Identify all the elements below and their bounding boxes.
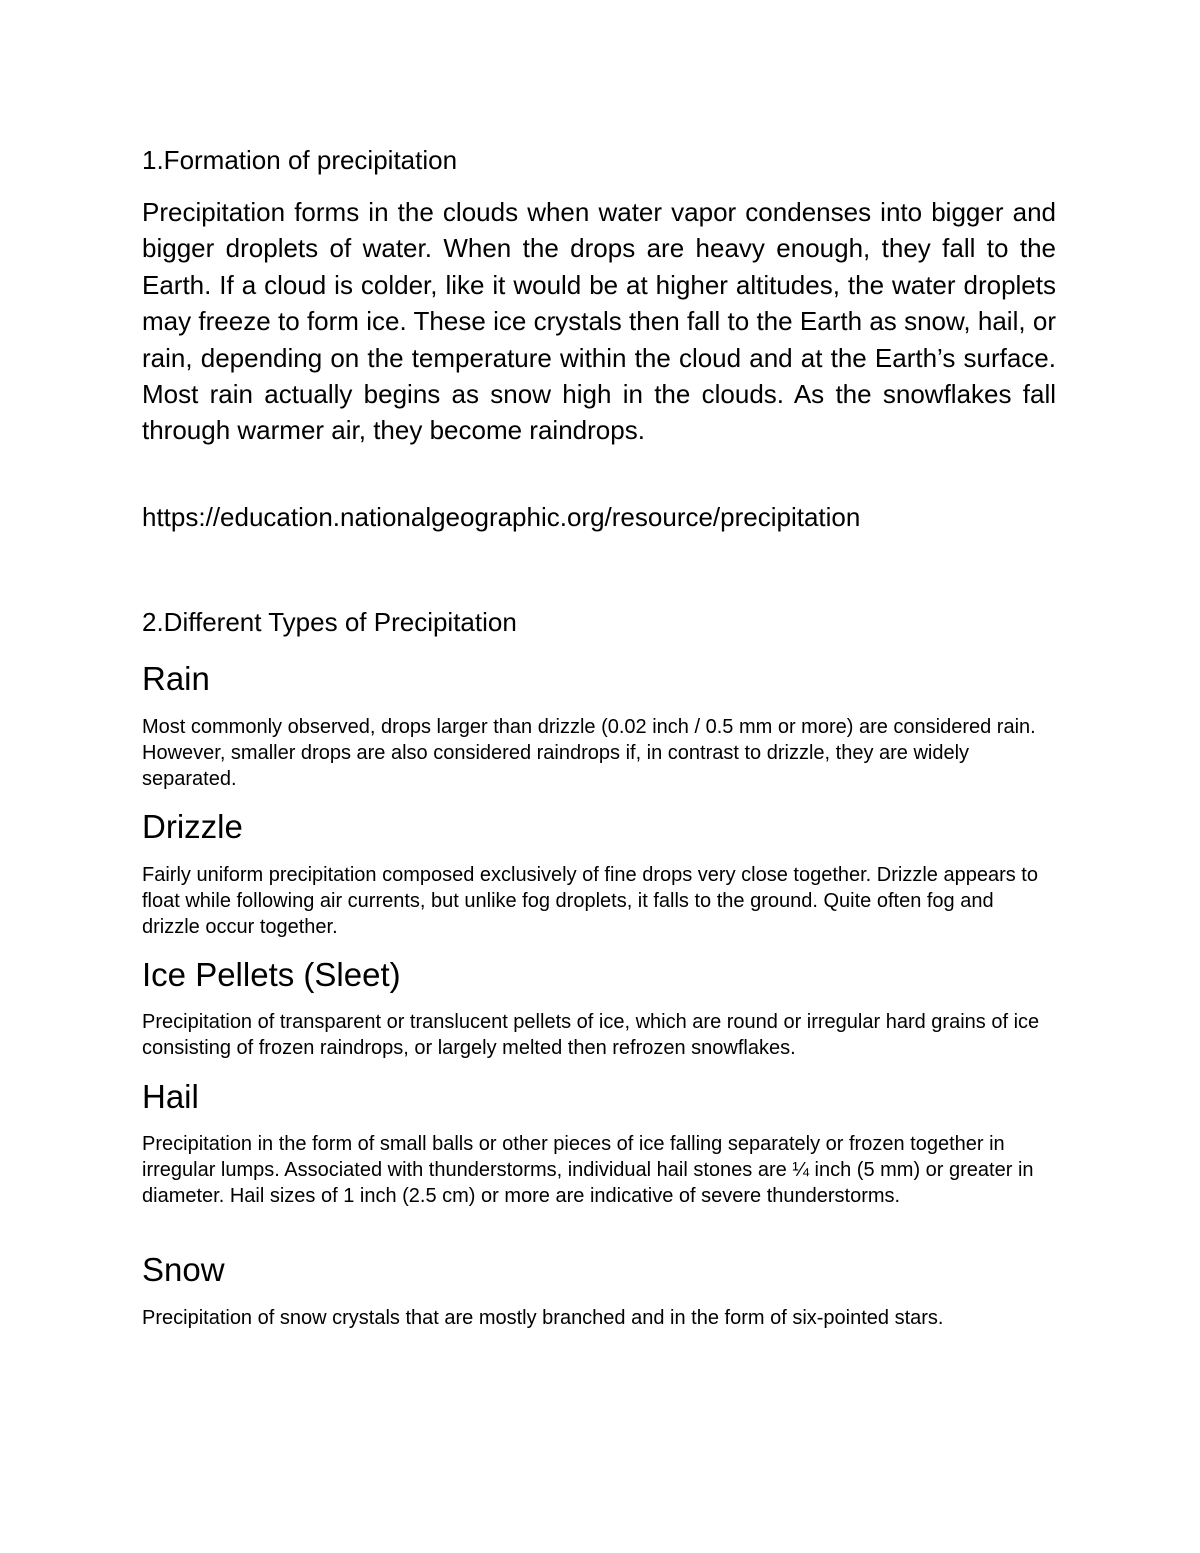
type-title-ice-pellets: Ice Pellets (Sleet) xyxy=(142,956,401,993)
type-description-drizzle: Fairly uniform precipitation composed exclusively of fine drops very close together. Drizzle appears to float while following air currents, but unlike fog droplets, it falls to the ground. Quite often fog and drizzle occur together. xyxy=(142,864,1038,939)
formation-paragraph: Precipitation forms in the clouds when water vapor condenses into bigger and bigger droplets of water. When the drops are heavy enough, they fall to the Earth. If a cloud is colder, like it would be at higher altitudes, the water droplets may freeze to form ice. These ice crystals then fall to the Earth as snow, hail, or rain, depending on the temperature within the cloud and at the Earth’s surface. Most rain actually begins as snow high in the clouds. As the snowflakes fall through warmer air, they become raindrops. xyxy=(142,197,1056,446)
type-description-rain: Most commonly observed, drops larger than drizzle (0.02 inch / 0.5 mm or more) are considered rain. However, smaller drops are also considered raindrops if, in contrast to drizzle, they are widely separated. xyxy=(142,716,1036,791)
type-description-ice-pellets: Precipitation of transparent or translucent pellets of ice, which are round or irregular hard grains of ice consisting of frozen raindrops, or largely melted then refrozen snowflakes. xyxy=(142,1011,1040,1060)
type-description-hail: Precipitation in the form of small balls or other pieces of ice falling separately or frozen together in irregular lumps. Associated with thunderstorms, individual hail stones are ¼ inch (5 mm) or greater in diameter. Hail sizes of 1 inch (2.5 cm) or more are indicative of severe thunderstorms. xyxy=(142,1133,1034,1208)
type-title-rain: Rain xyxy=(142,660,210,697)
type-title-snow: Snow xyxy=(142,1251,225,1288)
section-heading-formation: 1.Formation of precipitation xyxy=(142,145,458,175)
type-title-hail: Hail xyxy=(142,1078,199,1115)
type-description-snow: Precipitation of snow crystals that are mostly branched and in the form of six-pointed stars. xyxy=(142,1307,944,1329)
type-title-drizzle: Drizzle xyxy=(142,808,243,845)
section-heading-types: 2.Different Types of Precipitation xyxy=(142,607,517,637)
source-link[interactable]: https://education.nationalgeographic.org/resource/precipitation xyxy=(142,502,861,532)
